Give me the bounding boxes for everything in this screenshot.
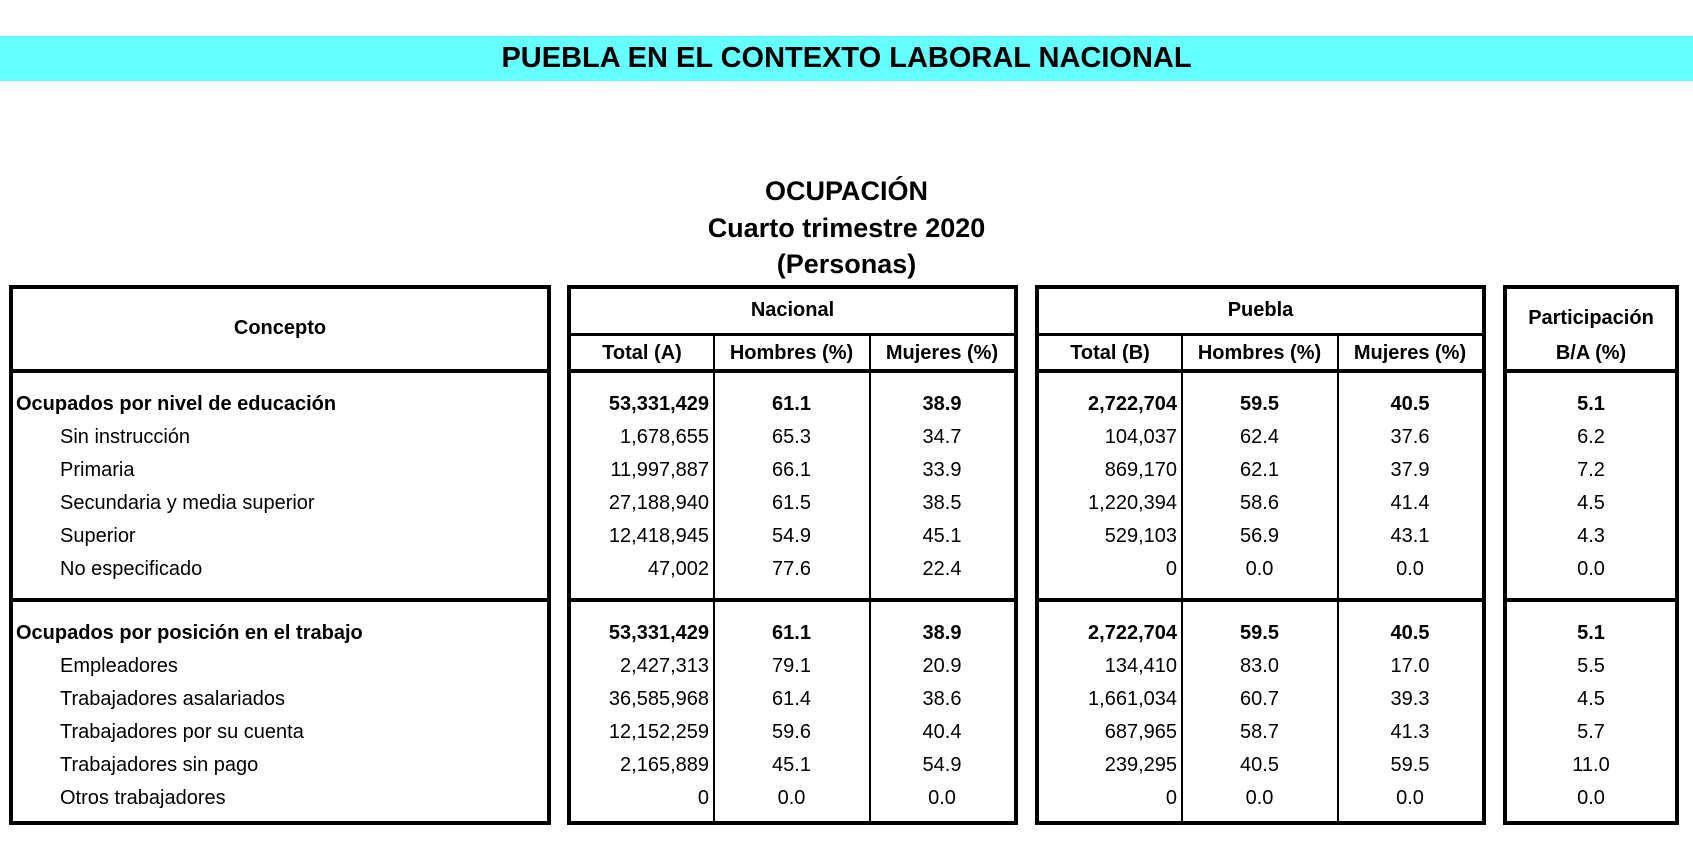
row-label: Sin instrucción <box>60 426 191 448</box>
section-title: Ocupados por nivel de educación <box>16 393 337 415</box>
mujeres-puebla-cell: 0.0 <box>1396 558 1424 580</box>
mujeres-puebla-cell: 0.0 <box>1396 787 1424 809</box>
total-a-cell: 12,152,259 <box>608 721 709 743</box>
mujeres-puebla-cell: 41.3 <box>1390 721 1430 743</box>
section-title: Ocupados por posición en el trabajo <box>16 622 363 644</box>
table-title: OCUPACIÓN <box>764 176 928 206</box>
hombres-puebla-cell: 62.4 <box>1240 426 1279 448</box>
participacion-cell: 4.5 <box>1577 688 1605 710</box>
mujeres-puebla-cell: 37.9 <box>1390 459 1430 481</box>
total-b-cell: 134,410 <box>1104 655 1177 677</box>
hombres-nacional-cell: 59.6 <box>772 721 811 743</box>
hombres-puebla-cell: 56.9 <box>1240 525 1279 547</box>
mujeres-puebla-cell: 39.3 <box>1390 688 1430 710</box>
participacion-cell: 4.5 <box>1577 492 1605 514</box>
header-concepto: Concepto <box>233 317 327 339</box>
mujeres-nacional-cell: 0.0 <box>928 787 956 809</box>
header-nacional: Nacional <box>750 299 835 321</box>
total-a-cell: 2,427,313 <box>620 655 709 677</box>
participacion-cell: 6.2 <box>1577 426 1605 448</box>
nacional-block <box>567 285 1018 825</box>
total-a-cell: 27,188,940 <box>608 492 709 514</box>
row-label: Primaria <box>60 459 135 481</box>
total-b-cell: 239,295 <box>1104 754 1177 776</box>
header-mujeres-puebla: Mujeres (%) <box>1353 342 1467 364</box>
hombres-nacional-cell: 61.1 <box>772 393 811 415</box>
mujeres-puebla-cell: 40.5 <box>1390 622 1430 644</box>
total-a-cell: 36,585,968 <box>608 688 709 710</box>
hombres-puebla-cell: 58.7 <box>1240 721 1279 743</box>
hombres-nacional-cell: 0.0 <box>777 787 806 809</box>
participacion-cell: 5.1 <box>1577 622 1605 644</box>
hombres-nacional-cell: 54.9 <box>772 525 811 547</box>
mujeres-nacional-cell: 20.9 <box>922 655 962 677</box>
total-b-cell: 529,103 <box>1104 525 1177 547</box>
hombres-puebla-cell: 83.0 <box>1240 655 1279 677</box>
mujeres-nacional-cell: 38.9 <box>922 393 962 415</box>
hombres-nacional-cell: 45.1 <box>772 754 811 776</box>
mujeres-nacional-cell: 33.9 <box>922 459 962 481</box>
table-subtitle: Cuarto trimestre 2020 <box>707 213 986 243</box>
total-b-cell: 1,661,034 <box>1088 688 1177 710</box>
participacion-cell: 0.0 <box>1577 787 1605 809</box>
participacion-cell: 5.5 <box>1577 655 1605 677</box>
hombres-nacional-cell: 61.4 <box>772 688 811 710</box>
hombres-puebla-cell: 40.5 <box>1240 754 1279 776</box>
total-a-cell: 0 <box>697 787 709 809</box>
header-total-b: Total (B) <box>1070 342 1150 364</box>
total-a-cell: 1,678,655 <box>620 426 709 448</box>
hombres-puebla-cell: 59.5 <box>1240 622 1279 644</box>
participacion-cell: 4.3 <box>1577 525 1605 547</box>
mujeres-nacional-cell: 22.4 <box>922 558 962 580</box>
mujeres-nacional-cell: 54.9 <box>922 754 962 776</box>
row-label: Secundaria y media superior <box>60 492 315 514</box>
hombres-nacional-cell: 61.5 <box>772 492 811 514</box>
hombres-nacional-cell: 61.1 <box>772 622 811 644</box>
participacion-column <box>1503 285 1679 825</box>
row-label: Superior <box>60 525 136 547</box>
total-b-cell: 687,965 <box>1104 721 1177 743</box>
hombres-nacional-cell: 77.6 <box>772 558 811 580</box>
total-b-cell: 2,722,704 <box>1088 393 1177 415</box>
header-hombres-puebla: Hombres (%) <box>1197 342 1322 364</box>
participacion-cell: 11.0 <box>1572 754 1610 776</box>
total-b-cell: 0 <box>1165 787 1177 809</box>
total-b-cell: 0 <box>1165 558 1177 580</box>
row-label: No especificado <box>60 558 203 580</box>
total-a-cell: 2,165,889 <box>620 754 709 776</box>
hombres-puebla-cell: 0.0 <box>1245 787 1274 809</box>
concepto-column <box>9 285 551 825</box>
hombres-nacional-cell: 65.3 <box>772 426 811 448</box>
participacion-cell: 5.7 <box>1577 721 1605 743</box>
participacion-cell: 7.2 <box>1577 459 1605 481</box>
total-b-cell: 2,722,704 <box>1088 622 1177 644</box>
header-hombres-nacional: Hombres (%) <box>729 342 854 364</box>
hombres-puebla-cell: 60.7 <box>1240 688 1279 710</box>
hombres-puebla-cell: 0.0 <box>1245 558 1274 580</box>
mujeres-puebla-cell: 40.5 <box>1390 393 1430 415</box>
row-label: Otros trabajadores <box>60 787 226 809</box>
mujeres-puebla-cell: 17.0 <box>1390 655 1430 677</box>
mujeres-nacional-cell: 38.9 <box>922 622 962 644</box>
mujeres-nacional-cell: 45.1 <box>922 525 962 547</box>
header-total-a: Total (A) <box>602 342 682 364</box>
row-label: Trabajadores asalariados <box>60 688 285 710</box>
table-unit: (Personas) <box>776 249 917 279</box>
mujeres-puebla-cell: 41.4 <box>1390 492 1430 514</box>
header-participacion-ratio: B/A (%) <box>1555 342 1627 364</box>
hombres-nacional-cell: 79.1 <box>772 655 811 677</box>
total-b-cell: 1,220,394 <box>1088 492 1177 514</box>
mujeres-puebla-cell: 59.5 <box>1390 754 1430 776</box>
hombres-puebla-cell: 62.1 <box>1240 459 1279 481</box>
header-participacion: Participación <box>1528 307 1654 329</box>
puebla-block <box>1035 285 1486 825</box>
hombres-puebla-cell: 59.5 <box>1240 393 1279 415</box>
mujeres-nacional-cell: 38.6 <box>922 688 962 710</box>
row-label: Trabajadores por su cuenta <box>60 721 304 743</box>
total-b-cell: 869,170 <box>1104 459 1177 481</box>
row-label: Trabajadores sin pago <box>60 754 259 776</box>
total-a-cell: 53,331,429 <box>608 622 709 644</box>
header-puebla: Puebla <box>1227 299 1294 321</box>
total-a-cell: 47,002 <box>647 558 709 580</box>
mujeres-nacional-cell: 38.5 <box>922 492 962 514</box>
hombres-nacional-cell: 66.1 <box>772 459 811 481</box>
banner-title: PUEBLA EN EL CONTEXTO LABORAL NACIONAL <box>0 36 1693 81</box>
total-a-cell: 11,997,887 <box>610 459 709 481</box>
total-a-cell: 53,331,429 <box>608 393 709 415</box>
mujeres-puebla-cell: 37.6 <box>1390 426 1430 448</box>
row-label: Empleadores <box>60 655 178 677</box>
participacion-cell: 0.0 <box>1577 558 1605 580</box>
participacion-cell: 5.1 <box>1577 393 1605 415</box>
mujeres-nacional-cell: 40.4 <box>922 721 962 743</box>
mujeres-puebla-cell: 43.1 <box>1390 525 1430 547</box>
total-a-cell: 12,418,945 <box>608 525 709 547</box>
hombres-puebla-cell: 58.6 <box>1240 492 1279 514</box>
total-b-cell: 104,037 <box>1104 426 1177 448</box>
mujeres-nacional-cell: 34.7 <box>922 426 962 448</box>
header-mujeres-nacional: Mujeres (%) <box>885 342 999 364</box>
